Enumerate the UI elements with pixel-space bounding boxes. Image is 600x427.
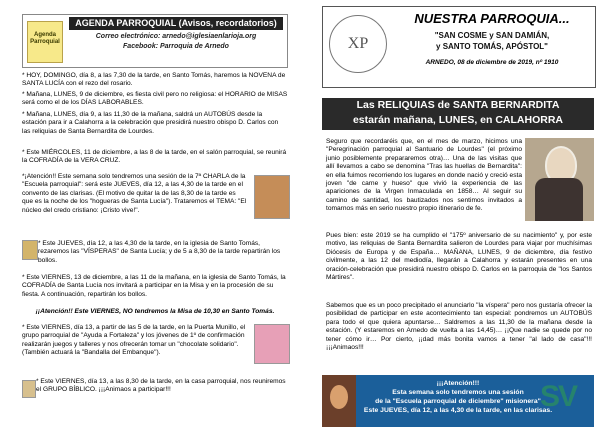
paragraph-3: Sabemos que es un poco precipitado el anunciarlo "la víspera" pero nos gustaría ofrecer la posibilidad de participar en este acontecimiento tan especial: pondremos un AUTOBÚS para todo el que quiera apuntarse… Saldremos a las 11,30 de la mañana desde la estación. (Y estaremos en Arnedo de vuelta a las 14,45)… ¡¡Que nadie se quede por no tener cómo ir… Por cierto, ¡¡dad más bonita vamos a tener "al lado de casa"!!! ¡¡¡Animaos!!! xyxy=(326,302,592,352)
agenda-item: * Este VIERNES, día 13, a las 8,30 de la tarde, en la casa parroquial, nos reuniremos el GRUPO BÍBLICO. ¡¡¡Animaos a participar!!! xyxy=(36,378,286,394)
agenda-item: * Mañana, LUNES, 9 de diciembre, es fiesta civil pero no religiosa: el HORARIO de MISAS será como el de los DÍAS LABORABLES. xyxy=(22,91,288,107)
charla-image xyxy=(254,175,290,219)
chocolate-poster xyxy=(254,324,290,364)
santa-lucia-image xyxy=(22,240,38,260)
issue-date: ARNEDO, 08 de diciembre de 2019, nº 1910 xyxy=(425,59,559,66)
bernardita-portrait xyxy=(525,138,594,221)
agenda-item: * Este VIERNES, día 13, a partir de las 5 de la tarde, en la Puerta Munillo, el grupo parroquial de "Ayuda a Fortaleza" y los jóvenes de 1º de confirmación realizarán juegos y talleres y nos ofrecerán tomar un "chocolate solidario". (También actuará la "Bandalla del Embanque"). xyxy=(22,324,246,357)
atencion-line: de la "Escuela parroquial de diciembre" misionera" xyxy=(375,398,541,405)
jesus-image xyxy=(322,375,356,427)
parish-header xyxy=(322,6,596,88)
reliquias-headline-1: Las RELIQUIAS de SANTA BERNARDITA xyxy=(356,99,560,111)
parish-title: NUESTRA PARROQUIA... xyxy=(414,11,570,26)
reliquias-headline-2: estarán mañana, LUNES, en CALAHORRA xyxy=(352,114,564,126)
agenda-item: *¡Atención!! Este semana solo tendremos una sesión de la 7ª CHARLA de la "Escuela parroquial": será este JUEVES, día 12, a las 4,30 de la tarde en el convento de las clarisas. (El motivo de quitar la de las 8,30 de la tarde es que es la noche de los "hogueras de Santa Lucía"). Trataremos el TEMA: "El núcleo del credo cristiano: ¡Cristo vive!". xyxy=(22,173,247,214)
watermark-logo: SV xyxy=(540,380,577,413)
agenda-logo: Agenda Parroquial xyxy=(27,21,63,63)
right-page xyxy=(308,0,600,427)
parish-subtitle-1: "SAN COSME y SAN DAMIÁN, xyxy=(434,31,550,40)
agenda-item: * HOY, DOMINGO, día 8, a las 7,30 de la tarde, en Santo Tomás, haremos la NOVENA de SANTA LUCÍA con el rezo del rosario. xyxy=(22,72,286,88)
reliquias-headline xyxy=(322,98,594,130)
atencion-title: ¡¡¡Atención!!! xyxy=(436,380,480,387)
bible-icon xyxy=(22,380,36,398)
paragraph-1: Seguro que recordaréis que, en el mes de marzo, hicimos una "Peregrinación parroquial al Santuario de Lourdes" (el próximo junio posiblemente prepararemos otra)… Una de las visitas que allí llevamos a cabo se denomina "Tras las huellas de Bernardita": en ella fuimos recorriendo los lugares en donde nació y creció esta joven "de carne y hueso" que vivió la experiencia de las apariciones de la Virgen Inmaculada en 1858… Al seguir su camino de santidad, los bautizados nos sentimos invitados a tomarnos más en serio nuestro propio itinerario de fe. xyxy=(326,138,522,213)
agenda-item: * Este MIÉRCOLES, 11 de diciembre, a las 8 de la tarde, en el salón parroquial, se reunirá la COFRADÍA de la VERA CRUZ. xyxy=(22,149,287,165)
atencion-line: Este JUEVES, día 12, a las 4,30 de la tarde, en las clarisas. xyxy=(363,407,553,414)
agenda-title: AGENDA PARROQUIAL (Avisos, recordatorios) xyxy=(69,17,283,30)
agenda-facebook: Facebook: Parroquia de Arnedo xyxy=(123,43,229,50)
notice-bar: ¡¡Atención!! Este VIERNES, NO tendremos la Misa de 10,30 en Santo Tomás. xyxy=(35,308,275,315)
agenda-contact xyxy=(69,32,283,52)
agenda-item: * Mañana, LUNES, día 9, a las 11,30 de la mañana, saldrá un AUTOBÚS desde la estación para ir a Calahorra a la celebración que presidirá nuestro obispo D. Carlos con las reliquias de Santa Bernardita de Lourdes. xyxy=(22,111,279,135)
agenda-item: * Este JUEVES, día 12, a las 4,30 de la tarde, en la iglesia de Santo Tomás, rezaremos las "VÍSPERAS" de Santa Lucía; y de 5 a 8,30 de la tarde repartirán los bollos. xyxy=(38,240,281,264)
agenda-item: * Este VIERNES, 13 de diciembre, a las 11 de la mañana, en la iglesia de Santo Tomás, la COFRADÍA de Santa Lucía nos invitará a participar en la Misa y en la procesión de su fiesta. A continuación, repartirán los bollos. xyxy=(22,274,286,298)
agenda-email: Correo electrónico: arnedo@iglesiaenlarioja.org xyxy=(95,33,257,40)
agenda-header xyxy=(22,14,288,68)
atencion-line: Esta semana solo tendremos una sesión xyxy=(392,389,524,396)
chi-rho-logo: XP xyxy=(329,15,387,73)
parish-subtitle-2: y SANTO TOMÁS, APÓSTOL" xyxy=(436,42,548,51)
paragraph-2: Pues bien: este 2019 se ha cumplido el "175º aniversario de su nacimiento" y, por este motivo, las reliquias de Santa Bernardita salieron de Lourdes para viajar por muchísimas Diócesis de Europa y de España… MAÑANA, LUNES, 9 de diciembre, día festivo civilmente, a las 12 del mediodía, llegarán a Calahorra y estarán presentes en una oración-celebración que presidirá nuestro obispo D. Carlos en la parroquia de "los Santos Mártires". xyxy=(326,232,592,282)
